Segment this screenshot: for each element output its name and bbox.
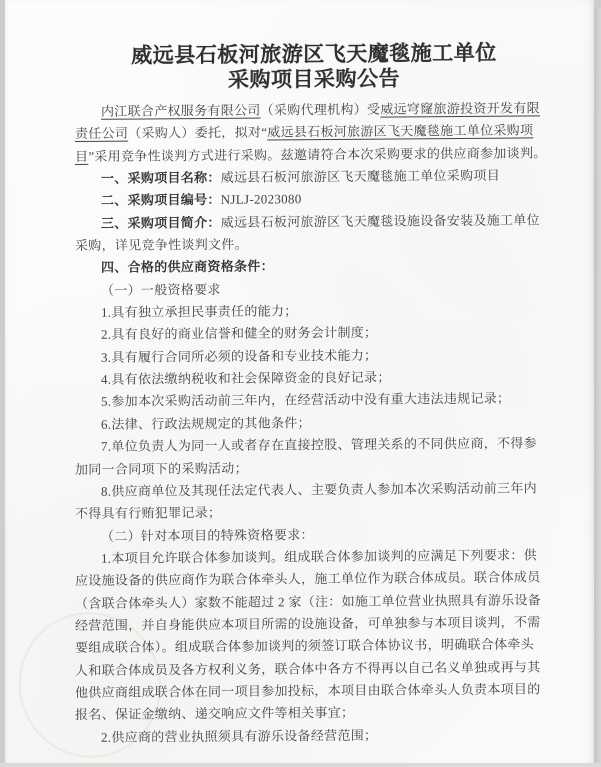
document-line (75, 388, 553, 414)
text-segment: 威远穹窿旅游投资开发有限 (380, 100, 540, 117)
text-segment: 4.具有依法缴纳税收和社会保障资金的良好记录； (101, 369, 391, 387)
text-segment: 四、合格的供应商资格条件： (101, 258, 274, 276)
title-line-2: 采购项目采购公告 (228, 66, 400, 92)
text-segment: 威远县石板河旅游区飞天魔毯施工单位采购项 (267, 122, 534, 140)
text-segment: 1.具有独立承担民事责任的能力； (101, 303, 298, 320)
text-segment: 一、采购项目名称： (101, 169, 221, 186)
document-line (75, 432, 553, 458)
text-segment: 6.法律、行政法规规定的其他条件； (101, 414, 311, 432)
document-line (75, 477, 553, 503)
text-segment: 经营范围，并自身能供应本项目所需的设施设备，可单独参与本项目谈判，不需 (75, 614, 541, 633)
text-segment: 不得具有行贿犯罪记录； (75, 505, 222, 522)
text-segment: 人和联合体成员及各方权利义务，联合体中各方不得再以自己名义单独或再与其 (75, 658, 541, 678)
document-line (75, 633, 553, 659)
text-segment: 要组成联合体）。组成联合体参加谈判的须签订联合体协议书，明确联合体牵头 (75, 636, 535, 656)
text-segment: 威远县石板河旅游区飞天魔毯设施设备安装及施工单位 (220, 212, 540, 230)
text-segment: （一）一般资格要求 (101, 281, 221, 298)
text-segment: 1.本项目允许联合体参加谈判。组成联合体参加谈判的应满足下列要求：供 (101, 547, 537, 566)
text-segment: 应设施设备的供应商作为联合体牵头人，施工单位作为联合体成员。联合体成员 (75, 569, 541, 589)
text-segment: 加同一合同项下的采购活动； (75, 460, 248, 477)
text-segment: 7.单位负责人为同一人或者存在直接控股、管理关系的不同供应商，不得参 (101, 435, 537, 454)
document-line (75, 164, 553, 190)
document-title (75, 40, 553, 94)
text-segment: NJLJ-2023080 (220, 191, 302, 208)
text-segment: （含联合体牵头人）家数不能超过 2 家（注：如施工单位营业执照具有游乐设备 (75, 591, 542, 611)
document-content (75, 40, 553, 749)
text-segment: 内江联合产权服务有限公司 (101, 102, 261, 119)
text-segment: 8.供应商单位及其现任法定代表人、主要负责人参加本次采购活动前三年内 (101, 480, 537, 499)
text-segment: 三、采购项目简介： (101, 214, 221, 231)
text-segment: 2.供应商的营业执照须具有游乐设备经营范围； (101, 727, 378, 745)
text-segment: 目 (75, 148, 89, 164)
text-segment: 他供应商组成联合体在同一项目参加投标，本项目由联合体牵头人负责本项目的 (75, 681, 541, 700)
text-segment: ”采用竞争性谈判方式进行采购。兹邀请符合本次采购要求的供应商参加谈判。 (88, 144, 547, 164)
document-line (75, 209, 553, 235)
page-right-edge (594, 8, 601, 767)
page-bottom-edge (0, 763, 601, 767)
text-segment: 3.具有履行合同所必须的设备和专业技术能力； (101, 347, 378, 365)
text-segment: 报名、保证金缴纳、递交响应文件等相关事宜； (75, 705, 355, 723)
title-line-1: 威远县石板河旅游区飞天魔毯施工单位 (131, 40, 497, 68)
document-line (75, 120, 553, 146)
text-segment: 2.具有良好的商业信誉和健全的财务会计制度； (101, 325, 378, 343)
document-line (75, 566, 553, 592)
text-segment: 二、采购项目编号： (101, 192, 221, 209)
scanned-page (5, 0, 594, 763)
text-segment: 采购，详见竞争性谈判文件。 (75, 236, 248, 254)
text-segment: 威远县石板河旅游区飞天魔毯施工单位采购项目 (220, 167, 501, 185)
text-segment: 5.参加本次采购活动前三年内，在经营活动中没有重大违法违规记录； (101, 391, 511, 410)
text-segment: （采购代理机构）受 (260, 101, 381, 118)
document-line (75, 678, 553, 704)
text-segment: （采购人）委托，拟对“ (128, 124, 268, 141)
document-line (75, 723, 553, 749)
document-body (75, 97, 553, 749)
text-segment: （二）针对本项目的特殊资格要求： (101, 526, 314, 544)
text-segment: 责任公司 (75, 125, 129, 142)
